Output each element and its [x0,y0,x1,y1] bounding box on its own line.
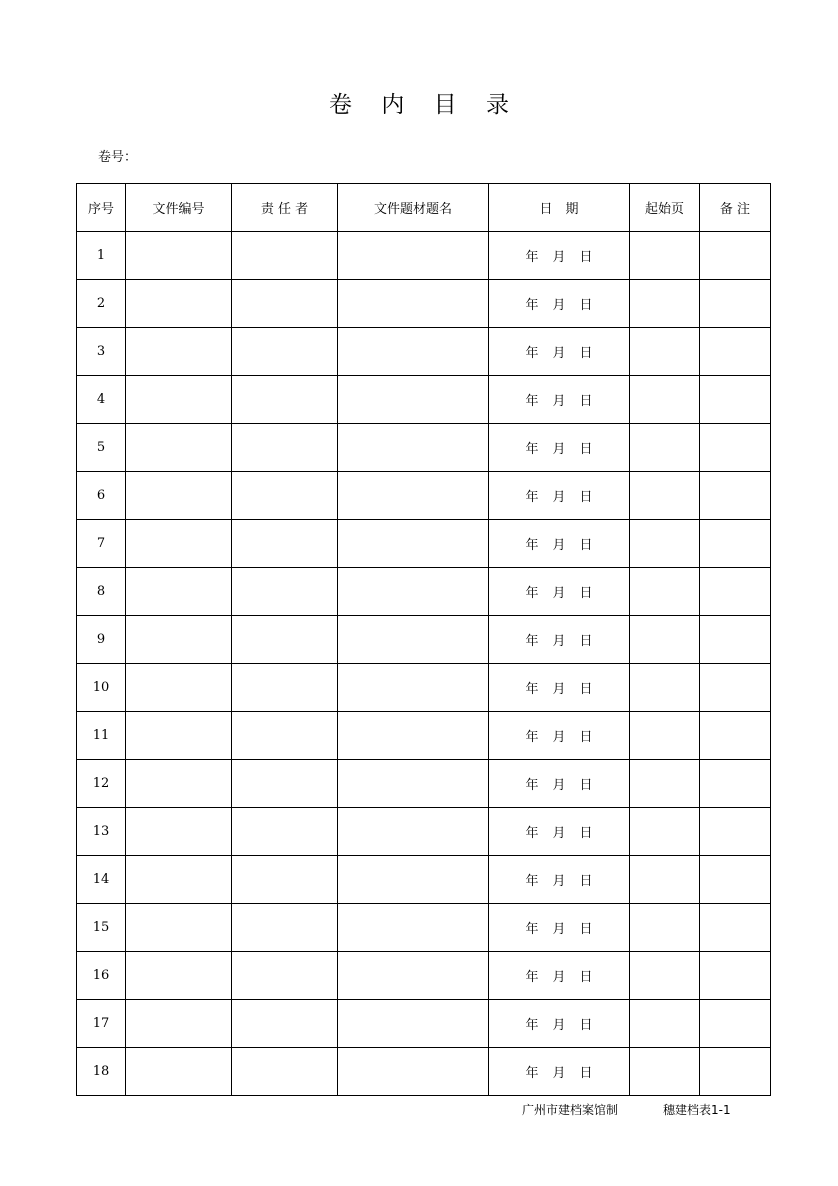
date-year-label: 年 [525,970,539,985]
row-date-cell[interactable] [489,904,630,952]
date-year-label: 年 [525,826,539,841]
row-date-cell[interactable] [489,568,630,616]
table-row [77,808,771,856]
row-doc-title-cell[interactable] [338,616,489,664]
row-doc-no-cell[interactable] [126,424,232,472]
row-doc-title-cell[interactable] [338,712,489,760]
date-day-label: 日 [579,538,593,553]
row-responsible-cell[interactable] [232,760,338,808]
row-start-page-cell[interactable] [630,1048,700,1096]
row-seq-cell: 15 [77,904,126,952]
row-remarks-cell[interactable] [700,280,771,328]
row-doc-no-cell[interactable] [126,1048,232,1096]
header-doc-no: 文件编号 [126,184,232,232]
row-remarks-cell[interactable] [700,1048,771,1096]
table-row [77,424,771,472]
row-doc-title-cell[interactable] [338,424,489,472]
table-row [77,712,771,760]
row-doc-no-cell[interactable] [126,616,232,664]
row-start-page-cell[interactable] [630,952,700,1000]
date-month-label: 月 [552,538,566,553]
row-responsible-cell[interactable] [232,1000,338,1048]
date-day-label: 日 [579,922,593,937]
volume-number-label: 卷号： [98,150,138,165]
date-day-label: 日 [579,250,593,265]
date-day-label: 日 [579,298,593,313]
row-remarks-cell[interactable] [700,232,771,280]
row-doc-no-cell[interactable] [126,952,232,1000]
date-month-label: 月 [552,298,566,313]
row-responsible-cell[interactable] [232,472,338,520]
row-date-cell[interactable] [489,520,630,568]
date-day-label: 日 [579,826,593,841]
date-month-label: 月 [552,250,566,265]
date-month-label: 月 [552,826,566,841]
row-start-page-cell[interactable] [630,616,700,664]
date-month-label: 月 [552,346,566,361]
row-doc-title-cell[interactable] [338,520,489,568]
date-day-label: 日 [579,874,593,889]
date-year-label: 年 [525,1066,539,1081]
row-doc-title-cell[interactable] [338,808,489,856]
row-doc-no-cell[interactable] [126,280,232,328]
row-date-cell[interactable] [489,232,630,280]
row-start-page-cell[interactable] [630,328,700,376]
date-year-label: 年 [525,298,539,313]
row-seq-cell: 8 [77,568,126,616]
row-date-cell[interactable] [489,1000,630,1048]
date-day-label: 日 [579,634,593,649]
date-day-label: 日 [579,970,593,985]
row-seq-cell: 6 [77,472,126,520]
row-doc-no-cell[interactable] [126,568,232,616]
row-responsible-cell[interactable] [232,1048,338,1096]
table-row [77,664,771,712]
row-date-cell[interactable] [489,664,630,712]
date-month-label: 月 [552,730,566,745]
date-month-label: 月 [552,1018,566,1033]
table-row [77,952,771,1000]
date-year-label: 年 [525,922,539,937]
date-year-label: 年 [525,874,539,889]
row-start-page-cell[interactable] [630,808,700,856]
date-day-label: 日 [579,1066,593,1081]
row-start-page-cell[interactable] [630,904,700,952]
row-responsible-cell[interactable] [232,856,338,904]
date-month-label: 月 [552,442,566,457]
table-row [77,1000,771,1048]
row-seq-cell: 14 [77,856,126,904]
row-seq-cell: 7 [77,520,126,568]
row-seq-cell: 10 [77,664,126,712]
date-month-label: 月 [552,874,566,889]
row-start-page-cell[interactable] [630,664,700,712]
row-responsible-cell[interactable] [232,616,338,664]
row-remarks-cell[interactable] [700,328,771,376]
row-start-page-cell[interactable] [630,1000,700,1048]
table-row [77,280,771,328]
row-responsible-cell[interactable] [232,232,338,280]
row-doc-title-cell[interactable] [338,952,489,1000]
row-responsible-cell[interactable] [232,520,338,568]
row-date-cell[interactable] [489,424,630,472]
row-start-page-cell[interactable] [630,520,700,568]
table-row [77,328,771,376]
row-doc-title-cell[interactable] [338,280,489,328]
row-seq-cell: 3 [77,328,126,376]
table-row [77,472,771,520]
row-doc-no-cell[interactable] [126,328,232,376]
date-year-label: 年 [525,586,539,601]
date-month-label: 月 [552,778,566,793]
date-day-label: 日 [579,442,593,457]
row-start-page-cell[interactable] [630,568,700,616]
date-month-label: 月 [552,1066,566,1081]
row-doc-no-cell[interactable] [126,760,232,808]
row-doc-title-cell[interactable] [338,664,489,712]
date-year-label: 年 [525,1018,539,1033]
row-doc-title-cell[interactable] [338,376,489,424]
row-doc-no-cell[interactable] [126,904,232,952]
row-remarks-cell[interactable] [700,472,771,520]
header-start-page: 起始页 [630,184,700,232]
row-seq-cell: 17 [77,1000,126,1048]
row-start-page-cell[interactable] [630,232,700,280]
row-remarks-cell[interactable] [700,808,771,856]
date-day-label: 日 [579,730,593,745]
row-doc-no-cell[interactable] [126,808,232,856]
table-row [77,904,771,952]
row-date-cell[interactable] [489,712,630,760]
date-day-label: 日 [579,346,593,361]
date-day-label: 日 [579,394,593,409]
title-char: 卷 [329,92,353,118]
table-row [77,376,771,424]
row-seq-cell: 18 [77,1048,126,1096]
row-doc-no-cell[interactable] [126,232,232,280]
row-remarks-cell[interactable] [700,856,771,904]
row-seq-cell: 11 [77,712,126,760]
row-responsible-cell[interactable] [232,568,338,616]
row-start-page-cell[interactable] [630,376,700,424]
row-date-cell[interactable] [489,472,630,520]
row-start-page-cell[interactable] [630,712,700,760]
row-seq-cell: 12 [77,760,126,808]
date-month-label: 月 [552,394,566,409]
row-seq-cell: 16 [77,952,126,1000]
row-seq-cell: 9 [77,616,126,664]
row-doc-no-cell[interactable] [126,664,232,712]
row-doc-no-cell[interactable] [126,472,232,520]
title-char: 内 [381,92,405,118]
row-doc-title-cell[interactable] [338,1000,489,1048]
row-doc-title-cell[interactable] [338,328,489,376]
date-day-label: 日 [579,586,593,601]
row-start-page-cell[interactable] [630,760,700,808]
page-title [0,86,838,119]
row-responsible-cell[interactable] [232,280,338,328]
row-seq-cell: 5 [77,424,126,472]
header-responsible: 责 任 者 [232,184,338,232]
date-year-label: 年 [525,394,539,409]
row-remarks-cell[interactable] [700,952,771,1000]
date-year-label: 年 [525,250,539,265]
header-seq: 序号 [77,184,126,232]
row-doc-no-cell[interactable] [126,712,232,760]
catalog-body [77,232,771,1096]
title-char: 录 [485,92,509,118]
row-doc-title-cell[interactable] [338,760,489,808]
row-doc-title-cell[interactable] [338,856,489,904]
header-remarks: 备 注 [700,184,771,232]
row-date-cell[interactable] [489,808,630,856]
header-doc-title: 文件题材题名 [338,184,489,232]
row-seq-cell: 4 [77,376,126,424]
row-date-cell[interactable] [489,328,630,376]
row-start-page-cell[interactable] [630,280,700,328]
table-row [77,568,771,616]
row-responsible-cell[interactable] [232,424,338,472]
title-char: 目 [433,92,457,118]
date-day-label: 日 [579,682,593,697]
date-month-label: 月 [552,586,566,601]
date-day-label: 日 [579,490,593,505]
catalog-table [76,183,771,1096]
date-year-label: 年 [525,682,539,697]
row-start-page-cell[interactable] [630,424,700,472]
row-remarks-cell[interactable] [700,568,771,616]
row-remarks-cell[interactable] [700,616,771,664]
header-date: 日 期 [489,184,630,232]
date-year-label: 年 [525,778,539,793]
date-month-label: 月 [552,682,566,697]
row-remarks-cell[interactable] [700,760,771,808]
row-doc-no-cell[interactable] [126,376,232,424]
row-responsible-cell[interactable] [232,712,338,760]
table-row [77,760,771,808]
row-seq-cell: 2 [77,280,126,328]
date-year-label: 年 [525,490,539,505]
date-year-label: 年 [525,634,539,649]
row-doc-title-cell[interactable] [338,232,489,280]
row-responsible-cell[interactable] [232,904,338,952]
date-year-label: 年 [525,442,539,457]
row-remarks-cell[interactable] [700,520,771,568]
row-date-cell[interactable] [489,1048,630,1096]
row-date-cell[interactable] [489,760,630,808]
date-month-label: 月 [552,922,566,937]
row-responsible-cell[interactable] [232,664,338,712]
row-doc-title-cell[interactable] [338,472,489,520]
table-row [77,856,771,904]
row-date-cell[interactable] [489,952,630,1000]
row-remarks-cell[interactable] [700,712,771,760]
row-date-cell[interactable] [489,856,630,904]
date-month-label: 月 [552,490,566,505]
table-row [77,616,771,664]
date-month-label: 月 [552,970,566,985]
date-day-label: 日 [579,778,593,793]
date-month-label: 月 [552,634,566,649]
header-row [77,184,771,232]
row-start-page-cell[interactable] [630,472,700,520]
row-remarks-cell[interactable] [700,904,771,952]
footer-maker: 广州市建档案馆制 [522,1103,619,1117]
date-year-label: 年 [525,538,539,553]
row-remarks-cell[interactable] [700,1000,771,1048]
row-start-page-cell[interactable] [630,856,700,904]
row-doc-title-cell[interactable] [338,904,489,952]
row-doc-no-cell[interactable] [126,520,232,568]
row-date-cell[interactable] [489,280,630,328]
table-row [77,232,771,280]
row-date-cell[interactable] [489,616,630,664]
row-remarks-cell[interactable] [700,664,771,712]
row-doc-title-cell[interactable] [338,568,489,616]
row-responsible-cell[interactable] [232,952,338,1000]
row-date-cell[interactable] [489,376,630,424]
row-remarks-cell[interactable] [700,376,771,424]
date-year-label: 年 [525,730,539,745]
row-doc-title-cell[interactable] [338,1048,489,1096]
row-doc-no-cell[interactable] [126,856,232,904]
row-seq-cell: 1 [77,232,126,280]
date-day-label: 日 [579,1018,593,1033]
row-seq-cell: 13 [77,808,126,856]
row-responsible-cell[interactable] [232,376,338,424]
table-row [77,1048,771,1096]
row-remarks-cell[interactable] [700,424,771,472]
date-year-label: 年 [525,346,539,361]
row-responsible-cell[interactable] [232,328,338,376]
row-responsible-cell[interactable] [232,808,338,856]
row-doc-no-cell[interactable] [126,1000,232,1048]
footer-form-number: 穗建档表1-1 [663,1103,731,1117]
table-row [77,520,771,568]
